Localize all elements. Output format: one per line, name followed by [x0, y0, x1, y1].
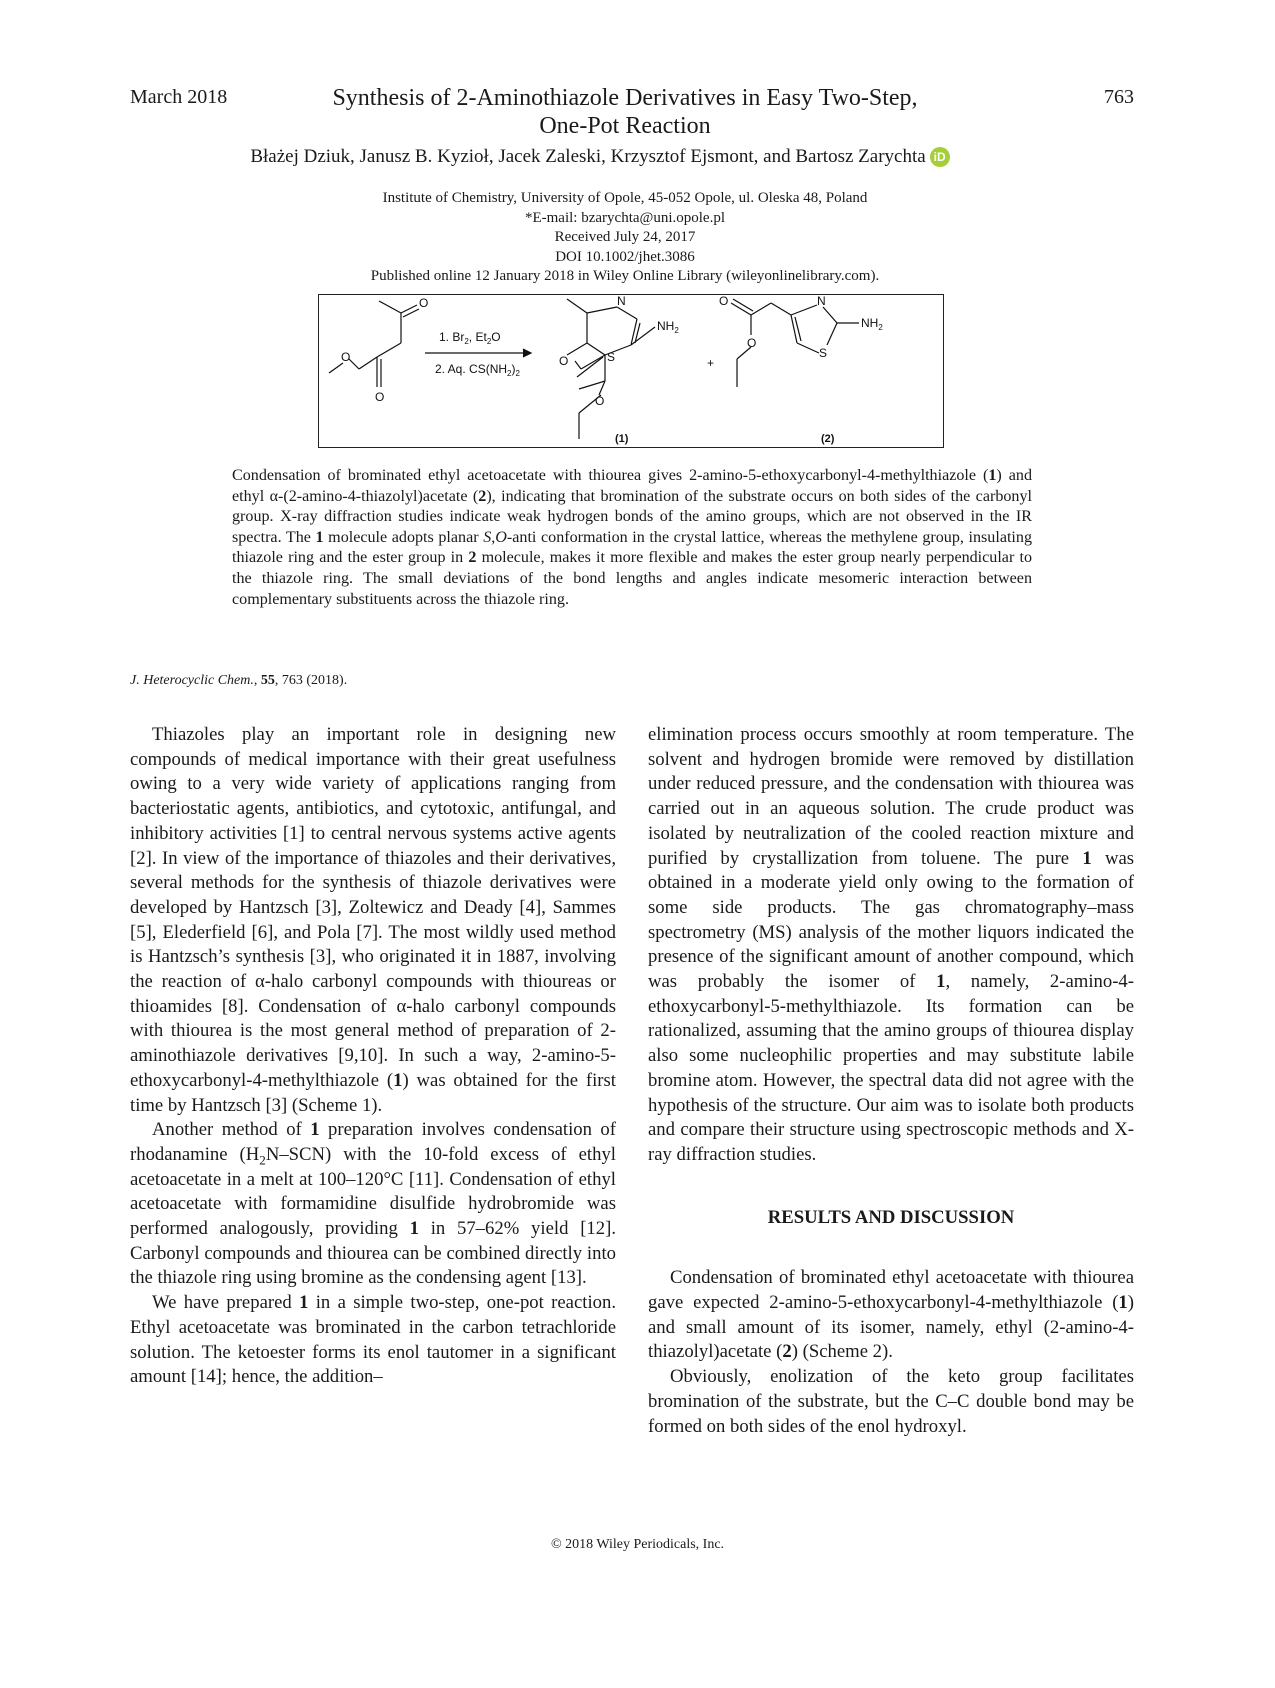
article-title	[300, 84, 950, 140]
reactant-ester-o: O	[341, 350, 351, 364]
orcid-icon[interactable]: iD	[930, 147, 950, 167]
reactant-structure	[329, 296, 428, 404]
body-column-left	[130, 723, 616, 1390]
reactant-keto-o: O	[419, 296, 429, 310]
product-2-structure	[719, 295, 883, 445]
citation-sep: ,	[253, 673, 261, 688]
abstract-text: ) and ethyl α-(2-amino-4-thiazolyl)acetate (	[232, 467, 1032, 505]
scheme-graphic	[319, 295, 945, 449]
body-column-right	[648, 723, 1134, 1439]
product-2-s: S	[819, 346, 828, 360]
product-2-carbonyl-o: O	[719, 295, 729, 308]
abstract-text: -anti conformation in the crystal lattice, whereas the methylene group, insulating thiazole ring and the ester group in	[232, 528, 1032, 567]
abstract-text: Condensation of brominated ethyl acetoacetate with thiourea gives 2-amino-5-ethoxycarbonyl-4-methylthiazole (	[232, 467, 989, 484]
product-1-structure	[559, 295, 679, 445]
affiliation-block	[300, 189, 950, 287]
product-2-nh2: $NH_2$	[861, 316, 883, 332]
plus-sign: +	[707, 356, 715, 370]
abstract	[232, 466, 1032, 610]
reagent-step-2: 2. Aq. $CS(NH_2)_2$	[435, 362, 520, 378]
paragraph: Thiazoles play an important role in designing new compounds of medical importance with their great usefulness owing to a very wide variety of applications ranging from bacteriostatic agents, antibiotics, and cytotoxic, antifungal, and inhibitory activities [1] to central nervous systems active agents [2]. In view of the importance of thiazoles and their derivatives, several methods for the synthesis of thiazole derivatives were developed by Hantzsch [3], Zoltewicz and Deady [4], Sammes [5], Elederfield [6], and Pola [7]. The most wildly used method is Hantzsch’s synthesis [3], who originated it in 1887, involving the reaction of α-halo carbonyl compounds with thioureas or thioamides [8]. Condensation of α-halo carbonyl compounds with thiourea is the most general method of preparation of 2-aminothiazole derivatives [9,10]. In such a way, 2-amino-5-ethoxycarbonyl-4-methylthiazole (1) was obtained for the first time by Hantzsch [3] (Scheme 1).	[130, 724, 616, 1116]
title-line-1: Synthesis of 2-Aminothiazole Derivatives in Easy Two-Step,	[332, 85, 918, 111]
product-2-n: N	[817, 295, 826, 308]
compound-ref: 1	[988, 467, 997, 484]
product-1-carbonyl-o: O	[559, 354, 569, 368]
product-1-nh2: $NH_2$	[657, 319, 679, 335]
received-date: Received July 24, 2017	[554, 229, 696, 246]
abstract-text: molecule, makes it more flexible and makes the ester group nearly perpendicular to the thiazole ring. The small deviations of the bond lengths and angles indicate mesomeric interaction between complementary substituents across the thiazole ring.	[232, 549, 1032, 608]
authors-text: Błażej Dziuk, Janusz B. Kyzioł, Jacek Zaleski, Krzysztof Ejsmont, and Bartosz Zarychta	[250, 146, 926, 167]
journal-citation	[130, 673, 347, 689]
product-1-n: N	[617, 295, 626, 308]
doi[interactable]: DOI 10.1002/jhet.3086	[555, 248, 695, 265]
paragraph: elimination process occurs smoothly at room temperature. The solvent and hydrogen bromide were removed by distillation under reduced pressure, and the condensation with thiourea was carried out in an aqueous solution. The crude product was isolated by neutralization of the cooled reaction mixture and purified by crystallization from toluene. The pure 1 was obtained in a moderate yield only owing to the formation of some side products. The gas chromatography–mass spectrometry (MS) analysis of the mother liquors indicated the presence of the significant amount of another compound, which was probably the isomer of 1, namely, 2-amino-4-ethoxycarbonyl-5-methylthiazole. Its formation can be rationalized, assuming that the amino groups of thiourea display also some nucleophilic properties and may substitute labile bromine atom. However, the spectral data did not agree with the hypothesis of the structure. Our aim was to isolate both products and compare their structure using spectroscopic methods and X-ray diffraction studies.	[648, 724, 1135, 1165]
issue-date: March 2018	[130, 86, 228, 108]
author-list	[150, 146, 1050, 168]
reactant-carbonyl-o: O	[375, 390, 385, 404]
compound-ref: 2	[478, 487, 487, 505]
abstract-text: ), indicating that bromination of the substrate occurs on both sides of the carbonyl group. X-ray diffraction studies indicate weak hydrogen bonds of the amino groups, which are not observed in the IR spectra. The	[232, 487, 1032, 546]
reaction-scheme	[318, 294, 944, 448]
reagent-step-1: 1. $Br_2$, $Et_2O$	[439, 330, 501, 346]
compound-ref: 1	[315, 528, 324, 546]
product-1-s: S	[607, 350, 616, 364]
citation-pages: , 763 (2018).	[274, 673, 348, 688]
section-heading: RESULTS AND DISCUSSION	[767, 1206, 1015, 1228]
reaction-arrow	[425, 349, 531, 357]
paragraph: Obviously, enolization of the keto group facilitates bromination of the substrate, but the C–C double bond may be formed on both sides of the enol hydroxyl.	[648, 1366, 1134, 1437]
abstract-italic: S	[483, 528, 492, 546]
institute: Institute of Chemistry, University of Opole, 45-052 Opole, ul. Oleska 48, Poland	[382, 190, 868, 206]
abstract-text: ,	[491, 528, 496, 546]
copyright-footer: © 2018 Wiley Periodicals, Inc.	[550, 1537, 725, 1552]
product-2-ester-o: O	[747, 336, 757, 350]
product-1-ester-o: O	[595, 394, 605, 408]
product-2-label: (2)	[821, 433, 835, 445]
title-line-2: One-Pot Reaction	[539, 113, 711, 139]
abstract-text: molecule adopts planar	[323, 528, 484, 546]
product-1-label: (1)	[615, 433, 629, 445]
journal-volume: 55	[260, 673, 275, 688]
published-line: Published online 12 January 2018 in Wiley Online Library (wileyonlinelibrary.com).	[370, 268, 880, 285]
paragraph: Condensation of brominated ethyl acetoacetate with thiourea gave expected 2-amino-5-ethoxycarbonyl-4-methylthiazole (1) and small amount of its isomer, namely, ethyl (2-amino-4-thiazolyl)acetate (2) (Scheme 2).	[648, 1267, 1134, 1363]
abstract-italic: O	[495, 528, 507, 546]
journal-name: J. Heterocyclic Chem.	[130, 673, 254, 688]
page-number: 763	[1104, 86, 1134, 108]
email[interactable]: *E-mail: bzarychta@uni.opole.pl	[524, 209, 725, 226]
compound-ref: 2	[468, 549, 477, 567]
paragraph: We have prepared 1 in a simple two-step, one-pot reaction. Ethyl acetoacetate was brominated in the carbon tetrachloride solution. The ketoester forms its enol tautomer in a significant amount [14]; hence, the addition–	[130, 1292, 616, 1388]
paragraph: Another method of 1 preparation involves condensation of rhodanamine $(H_2N-SCN)$ with the 10-fold excess of ethyl acetoacetate in a melt at 100–120°C [11]. Condensation of ethyl acetoacetate with formamidine disulfide hydrobromide was performed analogously, providing 1 in 57–62% yield [12]. Carbonyl compounds and thiourea can be combined directly into the thiazole ring using bromine as the condensing agent [13].	[130, 1119, 617, 1289]
